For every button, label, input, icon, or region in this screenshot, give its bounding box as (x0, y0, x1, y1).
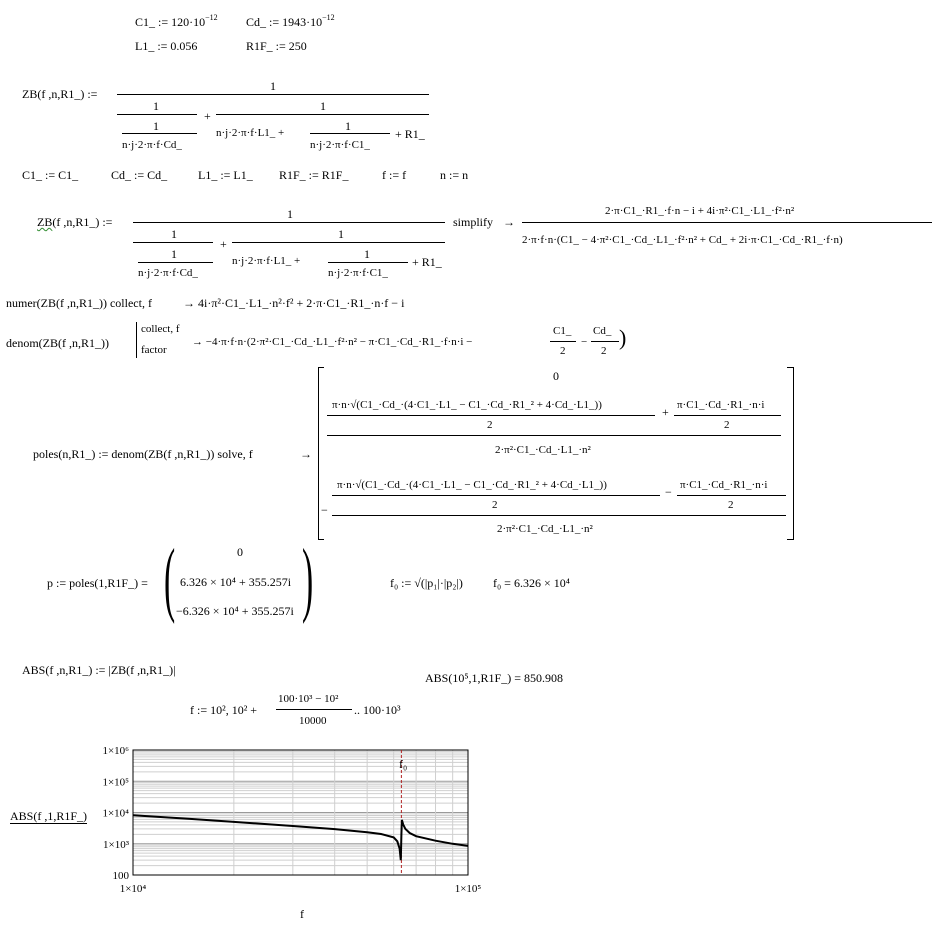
denom-result: → −4·π·f·n·(2·π²·C1_·Cd_·L1_·f²·n² − π·C1_·Cd_·R1_·f·n·i − (192, 336, 473, 348)
y-tick-label: 1×10⁴ (102, 807, 129, 820)
simplify-lhs-args: (f ,n,R1_) := (52, 215, 113, 229)
simplify-one-d: 1 (364, 247, 370, 261)
def-c1-exp: −12 (205, 13, 218, 22)
assign-cd[interactable]: Cd_ := Cd_ (111, 168, 168, 182)
numer-result: → 4i·π²·C1_·L1_·n²·f² + 2·π·C1_·R1_·n·f − i (183, 296, 405, 310)
p-paren-left: ( (164, 532, 176, 625)
denom-frac1-den: 2 (560, 345, 566, 357)
plot-xlabel: f (300, 907, 304, 921)
p-v1: 6.326 × 10⁴ + 355.257i (180, 575, 292, 589)
simplify-den-cd: n·j·2·π·f·Cd_ (138, 267, 198, 279)
poles-row3-sqrt: π·n·√(C1_·Cd_·(4·C1_·L1_ − C1_·Cd_·R1_² + 4·Cd_·L1_)) (337, 479, 607, 491)
def-c1-text: C1_ := 120·10 (135, 15, 206, 29)
numer-lhs: numer(ZB(f ,n,R1_)) collect, f (6, 296, 152, 310)
simplify-one-b: 1 (171, 247, 177, 261)
p-paren-right: ) (302, 532, 314, 625)
simplify-arrow: → (503, 215, 515, 229)
range-rhs: .. 100·10³ (354, 703, 401, 717)
simplify-plus: + (220, 237, 227, 251)
simplify-one-c: 1 (338, 227, 344, 241)
poles-row2-term: π·C1_·Cd_·R1_·n·i (677, 399, 765, 411)
simplify-result-num: 2·π·C1_·R1_·f·n − i + 4i·π²·C1_·L1_·f²·n² (605, 205, 795, 217)
p-lhs: p := poles(1,R1F_) = (47, 576, 148, 590)
assign-r1f[interactable]: R1F_ := R1F_ (279, 168, 349, 182)
def-cd-text: Cd_ := 1943·10 (246, 15, 323, 29)
x-tick-label: 1×10⁵ (454, 883, 482, 895)
plot-ylabel (10, 810, 87, 822)
poles-row2-two-a: 2 (487, 419, 493, 431)
f0-lhs: f₀ := √(|p₁|·|p₂|) (390, 576, 463, 590)
zb-den-cd: n·j·2·π·f·Cd_ (122, 139, 182, 151)
zb-r1-term: + R1_ (395, 127, 425, 141)
simplify-lhs-name: ZB (37, 215, 53, 229)
zb-inner-one-b: 1 (153, 119, 159, 133)
poles-row2-sqrt: π·n·√(C1_·Cd_·(4·C1_·L1_ − C1_·Cd_·R1_² + 4·Cd_·L1_)) (332, 399, 602, 411)
denom-kw1: collect, f (141, 323, 180, 335)
plot-tick-labels (102, 745, 481, 895)
simplify-mid-term: n·j·2·π·f·L1_ + (232, 255, 301, 267)
def-cd-exp: −12 (322, 13, 335, 22)
poles-row2-plus: + (662, 405, 669, 419)
zb-inner-one-c: 1 (320, 99, 326, 113)
poles-row3-den: 2·π²·C1_·Cd_·L1_·n² (497, 523, 593, 535)
denom-close-paren: ) (619, 325, 627, 350)
y-tick-label: 100 (112, 870, 129, 882)
simplify-r1-term: + R1_ (412, 255, 442, 269)
assign-c1[interactable]: C1_ := C1_ (22, 168, 79, 182)
simplify-keyword: simplify (453, 215, 494, 229)
assign-n[interactable]: n := n (440, 168, 469, 182)
f0-result: f₀ = 6.326 × 10⁴ (493, 576, 570, 590)
poles-zero: 0 (553, 369, 559, 383)
poles-lhs: poles(n,R1_) := denom(ZB(f ,n,R1_)) solve, f (33, 447, 253, 461)
poles-row2-two-b: 2 (724, 419, 730, 431)
p-v0: 0 (237, 545, 243, 559)
poles-arrow: → (300, 447, 312, 461)
simplify-result-den: 2·π·f·n·(C1_ − 4·π²·C1_·Cd_·L1_·f²·n² + Cd_ + 2i·π·C1_·Cd_·R1_·f·n) (522, 234, 843, 246)
denom-frac1-num: C1_ (553, 325, 572, 337)
zb-mid-term: n·j·2·π·f·L1_ + (216, 127, 285, 139)
abs-definition[interactable]: ABS(f ,n,R1_) := |ZB(f ,n,R1_)| (22, 663, 176, 677)
y-tick-label: 1×10³ (102, 838, 129, 851)
poles-row3-two-a: 2 (492, 499, 498, 511)
plot-grid (133, 750, 468, 875)
def-l1[interactable]: L1_ := 0.056 (135, 39, 198, 53)
zb-one: 1 (270, 79, 276, 93)
assign-l1[interactable]: L1_ := L1_ (198, 168, 253, 182)
simplify-one: 1 (287, 207, 293, 221)
poles-row2-den: 2·π²·C1_·Cd_·L1_·n² (495, 444, 591, 456)
zb-inner-one-d: 1 (345, 119, 351, 133)
simplify-den-c1: n·j·2·π·f·C1_ (328, 267, 388, 279)
denom-frac2-den: 2 (601, 345, 607, 357)
zb-inner-one-a: 1 (153, 99, 159, 113)
f0-marker-label: f₀ (399, 757, 408, 771)
assign-f[interactable]: f := f (382, 168, 407, 182)
range-frac-num: 100·10³ − 10² (278, 693, 339, 705)
poles-row3-term: π·C1_·Cd_·R1_·n·i (680, 479, 768, 491)
zb-lhs: ZB(f ,n,R1_) := (22, 87, 98, 101)
plot-ylabel-text: ABS(f ,1,R1F_) (10, 809, 88, 823)
p-v2: −6.326 × 10⁴ + 355.257i (176, 604, 294, 618)
denom-lhs: denom(ZB(f ,n,R1_)) (6, 336, 109, 350)
denom-minus: − (581, 336, 588, 348)
zb-plus: + (204, 109, 211, 123)
zb-den-c1: n·j·2·π·f·C1_ (310, 139, 370, 151)
y-tick-label: 1×10⁵ (102, 776, 129, 789)
denom-frac2-num: Cd_ (593, 325, 612, 337)
poles-row3-lead-minus: − (321, 503, 328, 517)
poles-row3-two-b: 2 (728, 499, 734, 511)
denom-kw2: factor (141, 344, 167, 356)
y-tick-label: 1×10⁶ (102, 745, 129, 757)
range-lhs: f := 10², 10² + (190, 703, 258, 717)
poles-row3-minus: − (665, 485, 672, 499)
range-frac-den: 10000 (299, 715, 327, 727)
def-r1f[interactable]: R1F_ := 250 (246, 39, 307, 53)
simplify-one-a: 1 (171, 227, 177, 241)
x-tick-label: 1×10⁴ (119, 883, 147, 895)
abs-evaluation[interactable]: ABS(10⁵,1,R1F_) = 850.908 (425, 671, 563, 685)
